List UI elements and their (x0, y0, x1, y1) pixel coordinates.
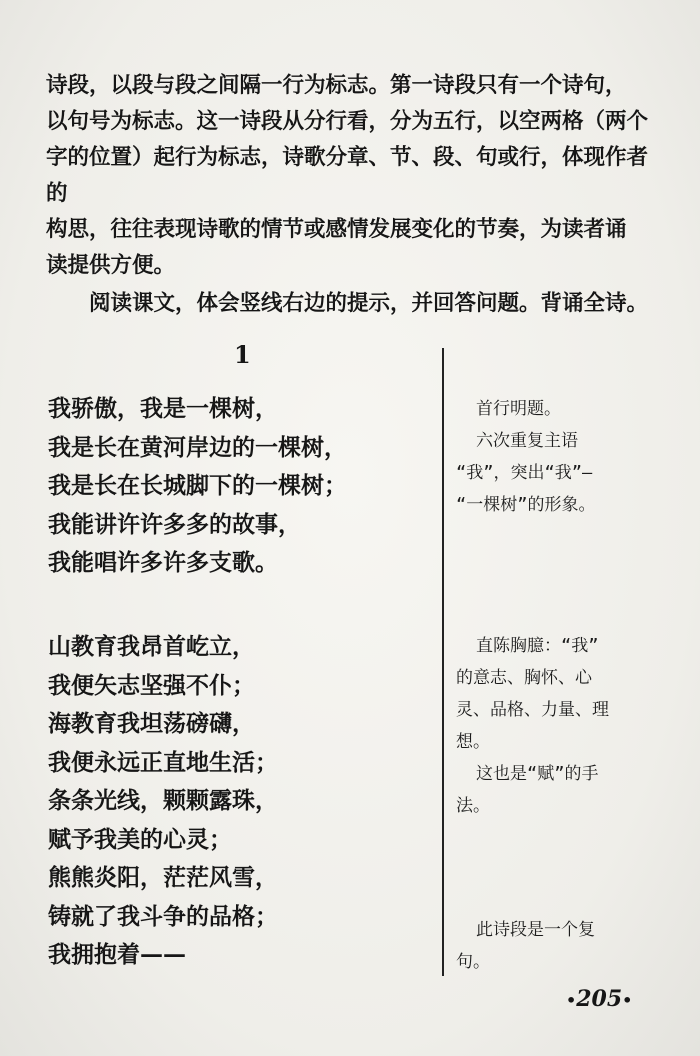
bullet-icon: • (622, 990, 633, 1010)
poem-line: 我能唱许多许多支歌。 (48, 549, 278, 576)
note-line: 灵、品格、力量、理 (456, 700, 609, 720)
note-line: 此诗段是一个复 (476, 920, 595, 940)
note-line: 法。 (456, 796, 490, 816)
note-line: 想。 (456, 732, 490, 752)
poem-line: 我便永远正直地生活； (48, 748, 278, 776)
intro-line: 读提供方便。 (46, 253, 176, 278)
note-line: “我”，突出“我”— (456, 463, 593, 483)
bullet-icon: • (566, 990, 577, 1010)
poem-line: 山教育我昂首屹立， (48, 633, 255, 660)
note-line: 首行明题。 (476, 399, 561, 419)
poem-line: 我便矢志坚强不仆； (48, 671, 255, 699)
note-line: 六次重复主语 (476, 431, 578, 451)
margin-note-3 (456, 914, 656, 978)
intro-line: 字的位置）起行为标志，诗歌分章、节、段、句或行，体现作者的 (46, 145, 649, 206)
poem-line: 熊熊炎阳，茫茫风雪， (48, 864, 278, 891)
poem-stanza-2 (48, 628, 428, 975)
poem-line: 我是长在长城脚下的一棵树； (48, 472, 347, 499)
note-line: “一棵树”的形象。 (456, 495, 596, 515)
margin-note-2 (456, 630, 656, 822)
page-number-text: 205 (576, 986, 623, 1012)
poem-line: 铸就了我斗争的品格； (48, 902, 278, 930)
note-line: 句。 (456, 952, 490, 972)
section-number: 1 (234, 340, 251, 369)
margin-note-1 (456, 393, 656, 521)
poem-stanza-1 (48, 390, 428, 583)
poem-line: 赋予我美的心灵； (48, 825, 232, 853)
vertical-divider (442, 348, 444, 976)
poem-line: 条条光线，颗颗露珠， (48, 787, 278, 814)
poem-line: 海教育我坦荡磅礴， (48, 710, 255, 737)
page-number (566, 986, 632, 1012)
intro-line: 构思，往往表现诗歌的情节或感情发展变化的节奏，为读者诵 (46, 217, 627, 242)
instruction-line: 阅读课文，体会竖线右边的提示，并回答问题。背诵全诗。 (89, 291, 649, 316)
note-line: 的意志、胸怀、心 (456, 668, 592, 688)
intro-line: 诗段，以段与段之间隔一行为标志。第一诗段只有一个诗句， (46, 73, 627, 98)
poem-line: 我能讲许许多多的故事， (48, 510, 301, 538)
note-line: 直陈胸臆：“我” (476, 636, 599, 656)
intro-line: 以句号为标志。这一诗段从分行看，分为五行，以空两格（两个 (46, 109, 649, 134)
note-line: 这也是“赋”的手 (476, 764, 599, 784)
poem-line: 我拥抱着—— (48, 941, 186, 968)
intro-paragraph (46, 68, 654, 322)
poem-line: 我骄傲，我是一棵树， (48, 395, 278, 422)
poem-line: 我是长在黄河岸边的一棵树， (48, 433, 347, 461)
